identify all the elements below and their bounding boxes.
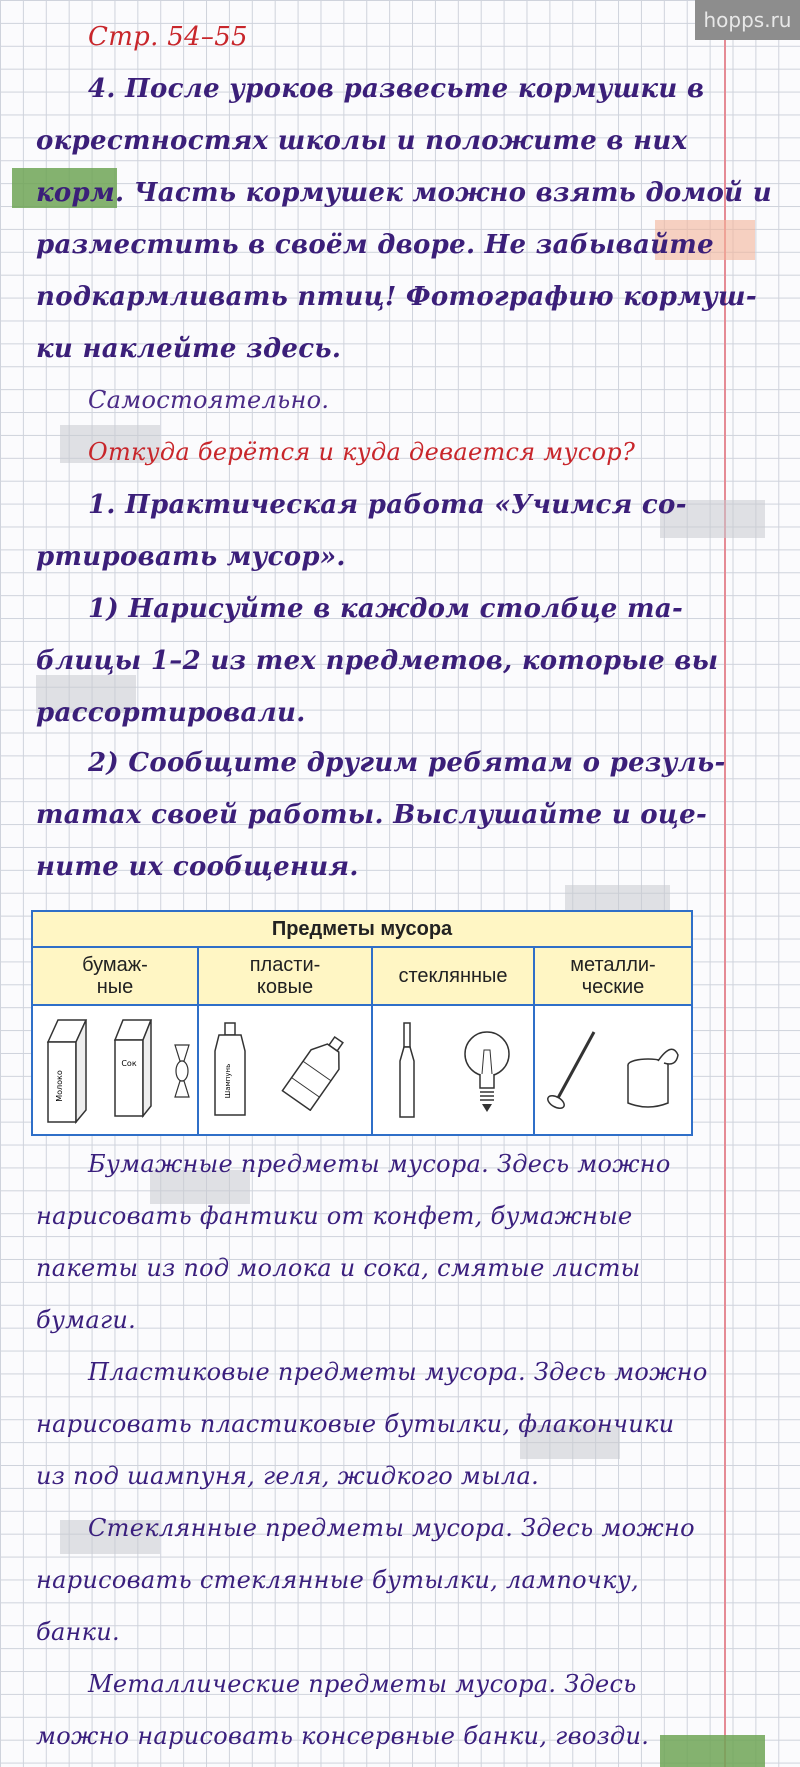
shampoo-label: Шампунь — [223, 1063, 232, 1099]
metal-items-cell — [535, 1006, 691, 1136]
answer-line: нарисовать стеклянные бутылки, лампочку, — [36, 1566, 639, 1594]
step1-line: 1) Нарисуйте в каждом столбце та- — [88, 594, 684, 624]
juice-carton-icon — [107, 1016, 162, 1126]
task4-line: подкармливать птиц! Фотографию кормуш- — [36, 282, 757, 312]
notebook-margin-line — [724, 0, 726, 1767]
table-header-row — [33, 948, 691, 1006]
tin-can-icon — [622, 1031, 682, 1111]
step1-line: рассортировали. — [36, 698, 306, 728]
task4-line: окрестностях школы и положите в них — [36, 126, 688, 156]
answer-line: Стеклянные предметы мусора. Здесь можно — [88, 1514, 695, 1542]
column-header-metal: металли- ческие — [570, 954, 656, 998]
paper-items-cell — [33, 1006, 199, 1136]
task4-line: ки наклейте здесь. — [36, 334, 342, 364]
column-header-plastic: пласти- ковые — [199, 948, 373, 1004]
answer-line: пакеты из под молока и сока, смятые листы — [36, 1254, 641, 1282]
practical-line: 1. Практическая работа «Учимся со- — [88, 490, 687, 520]
light-bulb-icon — [462, 1026, 512, 1116]
glass-items-cell — [373, 1006, 535, 1136]
step2-line: 2) Сообщите другим ребятам о резуль- — [88, 748, 726, 778]
answer-line: из под шампуня, геля, жидкого мыла. — [36, 1462, 540, 1490]
answer-line: бумаги. — [36, 1306, 137, 1334]
answer-line: можно нарисовать консервные банки, гвозди. — [36, 1722, 650, 1750]
plastic-bottle-icon — [272, 1031, 362, 1111]
column-header-glass: стеклянные — [373, 948, 535, 1004]
step2-line: татах своей работы. Выслушайте и оце- — [36, 800, 708, 830]
step2-line: ните их сообщения. — [36, 852, 359, 882]
page-reference: Стр. 54–55 — [88, 22, 248, 52]
column-header-paper: бумаж- ные — [33, 948, 199, 1004]
answer-line: банки. — [36, 1618, 120, 1646]
answer-line: Бумажные предметы мусора. Здесь можно — [88, 1150, 671, 1178]
answer-line: нарисовать пластиковые бутылки, флакончики — [36, 1410, 675, 1438]
task4-line: корм. Часть кормушек можно взять домой и — [36, 178, 772, 208]
table-images-row — [33, 1006, 691, 1136]
milk-carton-icon — [38, 1014, 98, 1129]
task4-line: разместить в своём дворе. Не забывайте — [36, 230, 714, 260]
answer-line: нарисовать фантики от конфет, бумажные — [36, 1202, 633, 1230]
juice-label: Сок — [120, 1059, 137, 1068]
step1-line: блицы 1–2 из тех предметов, которые вы — [36, 646, 719, 676]
answer-line: Пластиковые предметы мусора. Здесь можно — [88, 1358, 708, 1386]
trash-items-table — [31, 910, 693, 1136]
watermark-badge: hopps.ru — [695, 0, 800, 40]
highlight-green — [660, 1735, 765, 1767]
glass-bottle-icon — [395, 1021, 419, 1121]
candy-wrapper-icon — [171, 1041, 193, 1101]
milk-label: Молоко — [54, 1069, 64, 1102]
plastic-items-cell — [199, 1006, 373, 1136]
table-title: Предметы мусора — [33, 912, 691, 948]
nail-icon — [544, 1026, 604, 1116]
task4-line: 4. После уроков развесьте кормушки в — [88, 74, 705, 104]
section-title: Откуда берётся и куда девается мусор? — [88, 438, 636, 466]
answer-self: Самостоятельно. — [88, 386, 330, 414]
answer-line: Металлические предметы мусора. Здесь — [88, 1670, 637, 1698]
shampoo-bottle-icon — [209, 1021, 253, 1121]
practical-line: ртировать мусор». — [36, 542, 346, 572]
